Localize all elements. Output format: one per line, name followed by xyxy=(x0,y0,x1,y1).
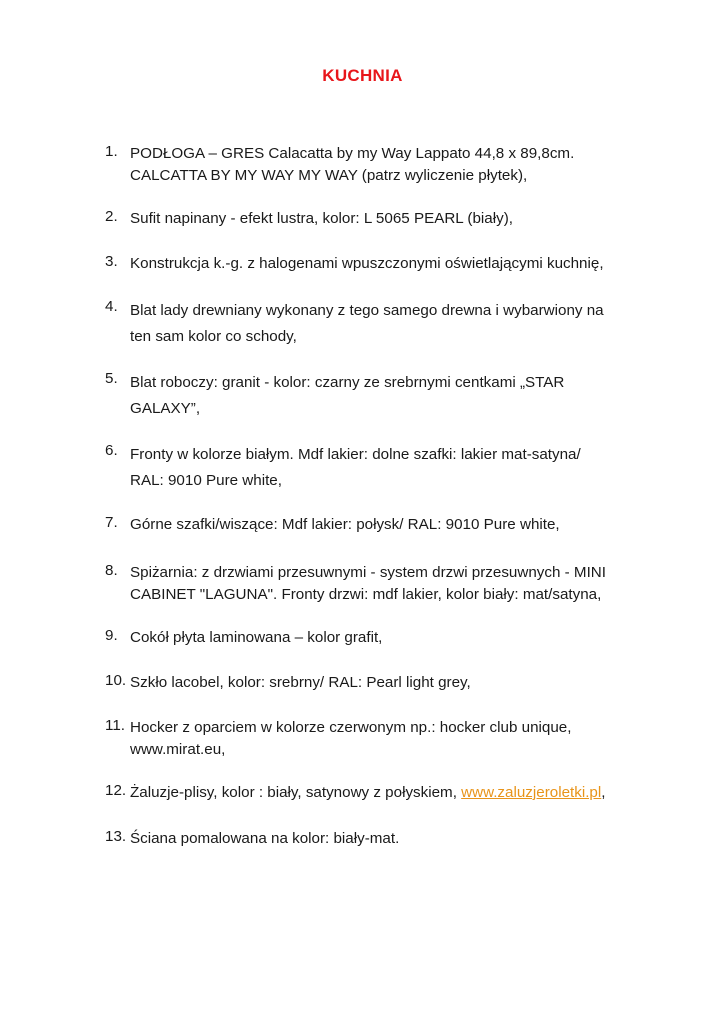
list-item-text xyxy=(130,627,665,649)
list-item-line: Górne szafki/wiszące: Mdf lakier: połysk/ RAL: 9010 Pure white, xyxy=(130,516,560,533)
list-item-number: 13. xyxy=(105,828,127,845)
list-item-number: 10. xyxy=(105,672,127,689)
list-item-line: RAL: 9010 Pure white, xyxy=(130,472,282,489)
list-item-line xyxy=(130,782,665,804)
list-item-number: 2. xyxy=(105,208,118,225)
list-item-number: 3. xyxy=(105,253,118,270)
list-item-number: 1. xyxy=(105,143,118,160)
list-item-line: CALCATTA BY MY WAY MY WAY (patrz wyliczenie płytek), xyxy=(130,167,528,184)
list-item-text xyxy=(130,828,665,850)
list-item-text xyxy=(130,514,665,536)
list-item-text-after-link: , xyxy=(601,784,606,801)
list-item-text xyxy=(130,717,665,761)
list-item-text xyxy=(130,253,665,275)
list-item-line: ten sam kolor co schody, xyxy=(130,328,297,345)
page-title: KUCHNIA xyxy=(322,66,403,85)
list-item-line: Sufit napinany - efekt lustra, kolor: L 5065 PEARL (biały), xyxy=(130,210,513,227)
list-item-text-before-link: Żaluzje-plisy, kolor : biały, satynowy z połyskiem, xyxy=(130,784,462,801)
list-item-line: Szkło lacobel, kolor: srebrny/ RAL: Pearl light grey, xyxy=(130,674,471,691)
list-item-number: 12. xyxy=(105,782,127,799)
list-item-line: Hocker z oparciem w kolorze czerwonym np.: hocker club unique, xyxy=(130,719,572,736)
list-item-line: PODŁOGA – GRES Calacatta by my Way Lappato 44,8 x 89,8cm. xyxy=(130,145,575,162)
list-item-text xyxy=(130,442,665,494)
list-item-number: 8. xyxy=(105,562,118,579)
list-item-number: 9. xyxy=(105,627,118,644)
list-item-number: 4. xyxy=(105,298,118,315)
website-link[interactable]: www.zaluzjeroletki.pl xyxy=(461,784,602,801)
list-item-number: 6. xyxy=(105,442,118,459)
list-item-line: Ściana pomalowana na kolor: biały-mat. xyxy=(130,830,400,847)
list-item-line: CABINET "LAGUNA". Fronty drzwi: mdf lakier, kolor biały: mat/satyna, xyxy=(130,586,602,603)
list-item-text xyxy=(130,298,665,350)
list-item-number: 7. xyxy=(105,514,118,531)
list-item-line: Spiżarnia: z drzwiami przesuwnymi - system drzwi przesuwnych - MINI xyxy=(130,564,606,581)
list-item-line: www.mirat.eu, xyxy=(130,741,226,758)
list-item-line: Fronty w kolorze białym. Mdf lakier: dolne szafki: lakier mat-satyna/ xyxy=(130,446,581,463)
list-item-line: Konstrukcja k.-g. z halogenami wpuszczonymi oświetlającymi kuchnię, xyxy=(130,255,604,272)
list-item-line: Blat roboczy: granit - kolor: czarny ze srebrnymi centkami „STAR xyxy=(130,374,565,391)
list-item-text xyxy=(130,562,665,606)
list-item-text xyxy=(130,782,665,804)
list-item-text xyxy=(130,672,665,694)
list-item-number: 5. xyxy=(105,370,118,387)
list-item-text xyxy=(130,143,665,187)
list-item-text xyxy=(130,370,665,422)
list-item-text xyxy=(130,208,665,230)
list-item-line: Cokół płyta laminowana – kolor grafit, xyxy=(130,629,383,646)
list-item-line: Blat lady drewniany wykonany z tego samego drewna i wybarwiony na xyxy=(130,302,604,319)
list-item-line: GALAXY”, xyxy=(130,400,201,417)
list-item-number: 11. xyxy=(105,717,125,734)
